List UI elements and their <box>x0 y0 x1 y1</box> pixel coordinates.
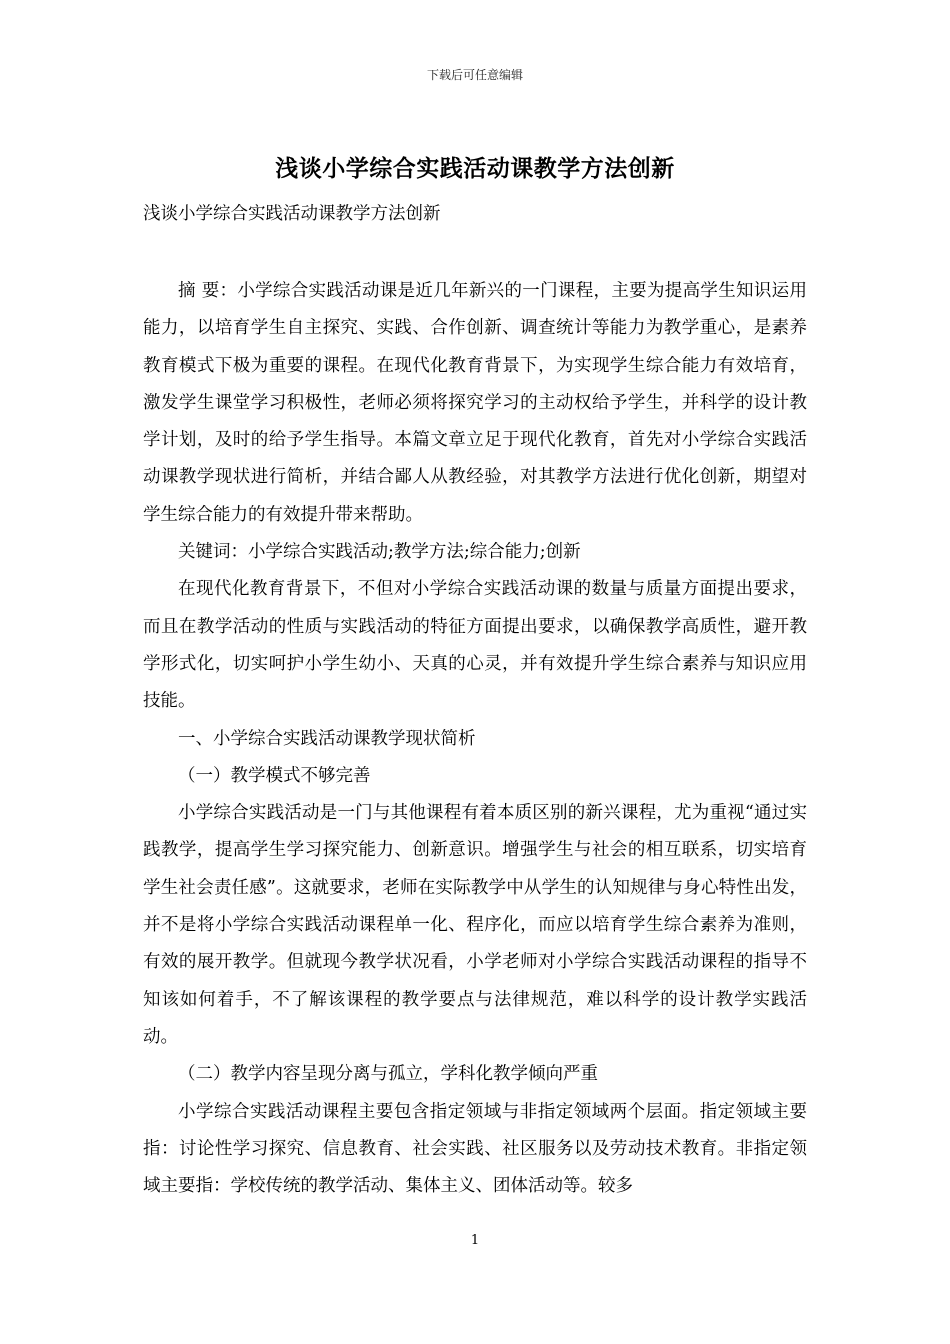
subsection-heading-1: （一）教学模式不够完善 <box>178 765 371 786</box>
header-note: 下载后可任意编辑 <box>426 68 523 82</box>
document-subtitle: 浅谈小学综合实践活动课教学方法创新 <box>143 204 441 224</box>
subsection-heading-2: （二）教学内容呈现分离与孤立，学科化教学倾向严重 <box>178 1064 598 1085</box>
blank-line <box>143 233 807 273</box>
keywords-line: 关键词：小学综合实践活动;教学方法;综合能力;创新 <box>178 542 581 563</box>
body-paragraph-2: 小学综合实践活动课程主要包含指定领域与非指定领域两个层面。指定领域主要指：讨论性学习探究、信息教育、社会实践、社区服务以及劳动技术教育。非指定领域主要指：学校传统的教学活动、集体主义、团体活动等。较多 <box>143 1101 807 1197</box>
section-heading-1: 一、小学综合实践活动课教学现状简析 <box>178 728 476 749</box>
page-number: 1 <box>470 1233 480 1248</box>
body-paragraph-1: 小学综合实践活动是一门与其他课程有着本质区别的新兴课程，尤为重视“通过实践教学，提高学生学习探究能力、创新意识。增强学生与社会的相互联系，切实培育学生社会责任感”。这就要求，老师在实际教学中从学生的认知规律与身心特性出发，并不是将小学综合实践活动课程单一化、程序化，而应以培育学生综合素养为准则，有效的展开教学。但就现今教学状况看，小学老师对小学综合实践活动课程的指导不知该如何着手，不了解该课程的教学要点与法律规范，难以科学的设计教学实践活动。 <box>143 803 807 1047</box>
document-title: 浅谈小学综合实践活动课教学方法创新 <box>275 155 675 182</box>
abstract-paragraph: 摘 要：小学综合实践活动课是近几年新兴的一门课程，主要为提高学生知识运用能力，以培育学生自主探究、实践、合作创新、调查统计等能力为教学重心，是素养教育模式下极为重要的课程。在现代化教育背景下，为实现学生综合能力有效培育，激发学生课堂学习积极性，老师必须将探究学习的主动权给予学生，并科学的设计教学计划，及时的给予学生指导。本篇文章立足于现代化教育，首先对小学综合实践活动课教学现状进行简析，并结合鄙人从教经验，对其教学方法进行优化创新，期望对学生综合能力的有效提升带来帮助。 <box>143 281 807 525</box>
intro-paragraph: 在现代化教育背景下，不但对小学综合实践活动课的数量与质量方面提出要求，而且在教学活动的性质与实践活动的特征方面提出要求，以确保教学高质性，避开教学形式化，切实呵护小学生幼小、天真的心灵，并有效提升学生综合素养与知识应用技能。 <box>143 579 807 712</box>
document-body <box>143 196 807 1205</box>
